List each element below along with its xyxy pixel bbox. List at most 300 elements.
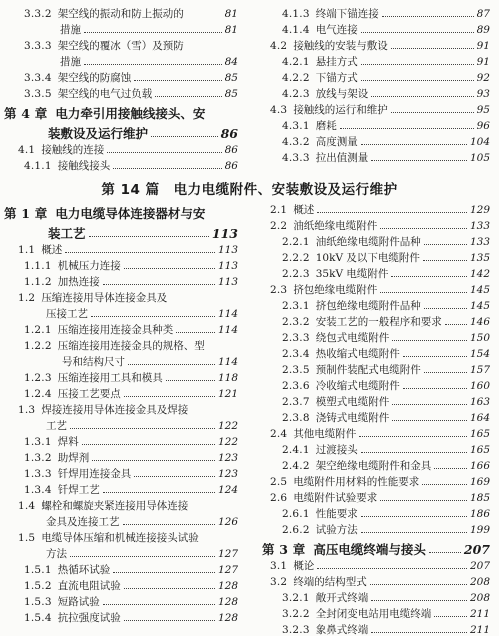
- toc-entry-title: 概述: [293, 204, 315, 216]
- toc-leader-dots: [359, 436, 467, 437]
- toc-entry-title: 装敷设及运行维护: [48, 126, 149, 141]
- toc-page-number: 154: [469, 348, 490, 360]
- toc-entry-title: 接触线的连接: [41, 144, 105, 156]
- toc-entry-title: 下锚方式: [315, 72, 358, 84]
- toc-leader-dots: [434, 468, 467, 469]
- toc-page-number: 87: [476, 8, 490, 20]
- toc-leader-dots: [371, 96, 473, 97]
- toc-entry-title: 措施: [60, 24, 81, 36]
- toc-entry: [0, 36, 238, 52]
- toc-leader-dots: [361, 144, 467, 145]
- toc-page-number: 123: [217, 452, 238, 464]
- toc-leader-dots: [392, 340, 467, 341]
- toc-leader-dots: [82, 444, 215, 445]
- toc-leader-dots: [124, 396, 215, 397]
- toc-entry-title: 压缩连接用工具和模具: [57, 372, 163, 384]
- toc-leader-dots: [84, 32, 222, 33]
- toc-entry: [0, 464, 238, 480]
- toc-leader-dots: [176, 332, 215, 333]
- toc-entry-title: 绕包式电缆附件: [315, 332, 390, 344]
- toc-chapter-entry: [0, 220, 238, 240]
- toc-leader-dots: [124, 588, 215, 589]
- toc-entry-number: 3.3.5: [24, 88, 52, 100]
- toc-entry-number: 1.1: [18, 244, 36, 256]
- toc-page-number: 92: [476, 72, 490, 84]
- toc-leader-dots: [371, 160, 467, 161]
- toc-entry-number: 1.3.4: [24, 484, 52, 496]
- toc-entry-number: 1.1.2: [24, 276, 52, 288]
- toc-entry-number: 2.2.1: [282, 236, 310, 248]
- toc-page-number: 89: [476, 24, 490, 36]
- toc-entry-title: 电缆附件用材料的性能要求: [293, 476, 420, 488]
- toc-entry: [258, 200, 490, 216]
- toc-page-number: 185: [469, 492, 490, 504]
- toc-leader-dots: [155, 96, 221, 97]
- toc-leader-dots: [91, 316, 215, 317]
- toc-entry-title: 概述: [41, 244, 63, 256]
- toc-entry-title: 直流电阻试验: [57, 580, 121, 592]
- toc-entry-title: 钎焊用连接金具: [57, 468, 132, 480]
- toc-page-number: 86: [224, 144, 238, 156]
- toc-entry-number: 1.5.2: [24, 580, 52, 592]
- toc-entry-title: 高度测量: [315, 136, 358, 148]
- toc-entry: [0, 288, 238, 304]
- toc-entry-title: 油纸绝缘电缆附件: [293, 220, 378, 232]
- toc-leader-dots: [361, 532, 467, 533]
- toc-page-number: 145: [469, 284, 490, 296]
- toc-entry: [0, 416, 238, 432]
- toc-leader-dots: [445, 324, 467, 325]
- toc-entry-number: 4.1: [18, 144, 36, 156]
- toc-page-number: 114: [217, 356, 238, 368]
- toc-entry: [258, 100, 490, 116]
- toc-entry-number: 4.3: [270, 104, 288, 116]
- toc-leader-dots: [70, 428, 215, 429]
- toc-leader-dots: [113, 572, 215, 573]
- toc-entry-title: 螺栓和螺旋夹紧连接用导体连接: [41, 500, 189, 512]
- toc-entry-title: 加热连接: [57, 276, 100, 288]
- toc-entry-number: 2.3.4: [282, 348, 310, 360]
- toc-entry-title: 10kV 及以下电缆附件: [315, 252, 420, 264]
- toc-entry: [258, 68, 490, 84]
- toc-leader-dots: [424, 244, 467, 245]
- toc-leader-dots: [103, 604, 215, 605]
- toc-entry-title: 架空线的振动和防上振动的: [57, 8, 184, 20]
- toc-entry: [258, 132, 490, 148]
- toc-entry-title: 热收缩式电缆附件: [315, 348, 400, 360]
- toc-entry-number: 1.2.4: [24, 388, 52, 400]
- toc-entry-number: 3.2.1: [282, 592, 310, 604]
- toc-entry-number: 第 3 章: [262, 542, 306, 557]
- toc-entry: [0, 544, 238, 560]
- toc-leader-dots: [361, 80, 474, 81]
- toc-entry-title: 机械压力连接: [57, 260, 121, 272]
- toc-entry-number: 1.2.2: [24, 340, 52, 352]
- toc-page-number: 150: [469, 332, 490, 344]
- toc-entry-number: 2.3.5: [282, 364, 310, 376]
- toc-entry-number: 3.3.2: [24, 8, 52, 20]
- toc-leader-dots: [123, 524, 215, 525]
- toc-entry: [258, 588, 490, 604]
- toc-entry-title: 接触线的安装与敷设: [293, 40, 388, 52]
- toc-entry-title: 接触线的运行和维护: [293, 104, 388, 116]
- toc-entry: [258, 556, 490, 572]
- toc-entry: [258, 52, 490, 68]
- toc-page-number: 208: [469, 592, 490, 604]
- toc-entry-number: 2.6: [270, 492, 288, 504]
- toc-entry: [0, 84, 238, 100]
- toc-page-number: 211: [469, 624, 490, 636]
- toc-leader-dots: [70, 556, 215, 557]
- toc-entry-number: 1.2.1: [24, 324, 52, 336]
- toc-leader-dots: [380, 500, 467, 501]
- toc-entry-number: 2.6.2: [282, 524, 310, 536]
- toc-entry-title: 悬挂方式: [315, 56, 358, 68]
- toc-leader-dots: [134, 476, 215, 477]
- toc-entry-number: 2.4.2: [282, 460, 310, 472]
- toc-entry: [258, 408, 490, 424]
- toc-entry: [258, 4, 490, 20]
- toc-entry-title: 放线与架设: [315, 88, 369, 100]
- toc-entry: [258, 248, 490, 264]
- toc-entry: [258, 440, 490, 456]
- toc-entry-title: 性能要求: [315, 508, 358, 520]
- toc-leader-dots: [361, 516, 467, 517]
- toc-page-number: 166: [469, 460, 490, 472]
- toc-page-number: 129: [469, 204, 490, 216]
- toc-entry-title: 磨耗: [315, 120, 337, 132]
- toc-entry: [258, 116, 490, 132]
- toc-entry-title: 全封闭变电站用电缆终端: [315, 608, 432, 620]
- toc-page-number: 81: [224, 24, 238, 36]
- toc-page-number: 121: [217, 388, 238, 400]
- toc-entry-title: 架空线的电气过负载: [57, 88, 153, 100]
- toc-leader-dots: [65, 252, 215, 253]
- toc-page-number: 81: [224, 8, 238, 20]
- toc-entry: [0, 336, 238, 352]
- toc-entry: [0, 592, 238, 608]
- toc-entry: [258, 216, 490, 232]
- toc-page-number: 93: [476, 88, 490, 100]
- toc-page-number: 86: [220, 126, 238, 141]
- toc-leader-dots: [403, 356, 467, 357]
- toc-entry-title: 油纸绝缘电缆附件品种: [315, 236, 421, 248]
- toc-entry-title: 压接工艺要点: [57, 388, 121, 400]
- toc-leader-dots: [392, 404, 467, 405]
- toc-page-number: 133: [469, 220, 490, 232]
- toc-entry: [0, 480, 238, 496]
- toc-entry: [258, 392, 490, 408]
- toc-entry: [0, 52, 238, 68]
- toc-entry-number: 2.3.1: [282, 300, 310, 312]
- toc-entry: [0, 576, 238, 592]
- toc-page-number: 186: [469, 508, 490, 520]
- toc-entry: [258, 504, 490, 520]
- toc-page-number: 142: [469, 268, 490, 280]
- toc-entry-title: 架空线的覆冰（雪）及预防: [57, 40, 184, 52]
- toc-entry-number: 3.2: [270, 576, 288, 588]
- toc-entry: [258, 20, 490, 36]
- toc-page-number: 165: [469, 428, 490, 440]
- toc-page-number: 85: [224, 72, 238, 84]
- toc-chapter-entry: [0, 200, 238, 220]
- toc-entry-number: 2.3.2: [282, 316, 310, 328]
- toc-entry: [258, 36, 490, 52]
- toc-entry-number: 1.3: [18, 404, 36, 416]
- toc-entry-title: 措施: [60, 56, 81, 68]
- toc-entry-title: 其他电缆附件: [293, 428, 357, 440]
- toc-entry-number: 4.3.2: [282, 136, 310, 148]
- toc-entry: [258, 376, 490, 392]
- toc-leader-dots: [371, 632, 467, 633]
- toc-entry-number: 2.4: [270, 428, 288, 440]
- toc-entry: [0, 140, 238, 156]
- toc-entry-number: 4.1.1: [24, 160, 52, 172]
- toc-entry: [258, 456, 490, 472]
- toc-entry: [258, 312, 490, 328]
- toc-entry-number: 1.3.2: [24, 452, 52, 464]
- toc-entry-title: 金具及连接工艺: [46, 516, 120, 528]
- toc-entry: [0, 156, 238, 172]
- toc-leader-dots: [89, 236, 209, 237]
- toc-page-number: 91: [476, 56, 490, 68]
- toc-page-number: 126: [217, 516, 238, 528]
- toc-entry-title: 过渡接头: [315, 444, 358, 456]
- toc-entry-number: 1.3.3: [24, 468, 52, 480]
- toc-entry: [0, 256, 238, 272]
- toc-leader-dots: [371, 600, 467, 601]
- toc-page-number: 86: [224, 160, 238, 172]
- toc-entry-title: 压接工艺: [46, 308, 88, 320]
- toc-leader-dots: [380, 292, 467, 293]
- toc-entry-number: 4.2.3: [282, 88, 310, 100]
- toc-entry-number: 2.2.3: [282, 268, 310, 280]
- toc-entry-title: 挤包绝缘电缆附件品种: [315, 300, 421, 312]
- toc-entry: [258, 280, 490, 296]
- toc-entry-number: 2.2: [270, 220, 288, 232]
- toc-page-number: 157: [469, 364, 490, 376]
- toc-entry-title: 钎焊工艺: [57, 484, 100, 496]
- toc-page-number: 123: [217, 468, 238, 480]
- toc-leader-dots: [403, 388, 467, 389]
- toc-page-number: 127: [217, 564, 238, 576]
- toc-page-number: 128: [217, 596, 238, 608]
- toc-entry-title: 压缩连接用导体连接金具及: [41, 292, 168, 304]
- toc-entry-title: 热循环试验: [57, 564, 111, 576]
- toc-entry-title: 电力牵引用接触线接头、安: [55, 106, 206, 121]
- toc-entry-number: 3.1: [270, 560, 288, 572]
- toc-column-bottom-left: [0, 200, 238, 624]
- toc-entry: [258, 472, 490, 488]
- toc-entry: [0, 68, 238, 84]
- toc-entry-title: 预制件装配式电缆附件: [315, 364, 421, 376]
- toc-entry: [258, 520, 490, 536]
- toc-entry-number: 1.5: [18, 532, 36, 544]
- toc-page-number: 211: [469, 608, 490, 620]
- toc-entry: [258, 328, 490, 344]
- toc-page-number: 84: [224, 56, 238, 68]
- toc-leader-dots: [380, 228, 467, 229]
- toc-leader-dots: [107, 152, 221, 153]
- toc-entry: [0, 432, 238, 448]
- toc-entry-number: 2.3.3: [282, 332, 310, 344]
- toc-entry-number: 4.1.3: [282, 8, 310, 20]
- toc-page-number: 124: [217, 484, 238, 496]
- toc-entry-title: 冷收缩式电缆附件: [315, 380, 400, 392]
- toc-entry: [0, 496, 238, 512]
- toc-entry: [258, 424, 490, 440]
- toc-entry: [258, 488, 490, 504]
- toc-leader-dots: [340, 128, 474, 129]
- toc-entry-number: 2.1: [270, 204, 288, 216]
- toc-entry: [0, 528, 238, 544]
- toc-entry-title: 方法: [46, 548, 67, 560]
- toc-entry-title: 电气连接: [315, 24, 358, 36]
- toc-entry-number: 1.1.1: [24, 260, 52, 272]
- toc-entry-number: 2.2.2: [282, 252, 310, 264]
- toc-entry-number: 2.6.1: [282, 508, 310, 520]
- toc-entry-number: 1.4: [18, 500, 36, 512]
- toc-page-number: 199: [469, 524, 490, 536]
- toc-page-number: 96: [476, 120, 490, 132]
- toc-entry: [258, 84, 490, 100]
- toc-page-number: 208: [469, 576, 490, 588]
- toc-page-number: 91: [476, 40, 490, 52]
- toc-page-number: 135: [469, 252, 490, 264]
- toc-entry-number: 2.3: [270, 284, 288, 296]
- toc-entry-number: 4.2: [270, 40, 288, 52]
- toc-leader-dots: [422, 484, 467, 485]
- toc-entry-number: 2.3.6: [282, 380, 310, 392]
- toc-column-top-right: [258, 4, 490, 164]
- toc-leader-dots: [124, 268, 215, 269]
- toc-entry-title: 高压电缆终端与接头: [313, 542, 426, 557]
- toc-page-number: 114: [217, 308, 238, 320]
- toc-entry: [0, 304, 238, 320]
- toc-entry: [0, 368, 238, 384]
- toc-entry: [258, 620, 490, 636]
- toc-leader-dots: [424, 372, 467, 373]
- toc-entry-number: 3.2.3: [282, 624, 310, 636]
- toc-page-number: 207: [469, 560, 490, 572]
- toc-page-number: 114: [217, 324, 238, 336]
- toc-page-number: 169: [469, 476, 490, 488]
- toc-entry-title: 压缩连接用连接金具的规格、型: [57, 340, 205, 352]
- toc-entry-number: 第 1 章: [4, 206, 48, 221]
- toc-entry: [0, 20, 238, 36]
- toc-entry-title: 架空线的防腐蚀: [57, 72, 132, 84]
- toc-entry-title: 接触线接头: [57, 160, 111, 172]
- toc-page-number: 104: [469, 136, 490, 148]
- toc-entry-title: 试验方法: [315, 524, 358, 536]
- toc-entry: [258, 360, 490, 376]
- toc-entry-number: 3.2.2: [282, 608, 310, 620]
- toc-entry-title: 终端下锚连接: [315, 8, 379, 20]
- toc-leader-dots: [124, 620, 215, 621]
- toc-entry: [258, 264, 490, 280]
- toc-entry-number: 1.5.4: [24, 612, 52, 624]
- toc-column-top-left: [0, 4, 238, 172]
- toc-leader-dots: [391, 48, 474, 49]
- toc-entry-title: 电缆附件试验要求: [293, 492, 378, 504]
- toc-leader-dots: [84, 64, 222, 65]
- toc-leader-dots: [361, 452, 467, 453]
- toc-page-number: 145: [469, 300, 490, 312]
- toc-entry-number: 1.3.1: [24, 436, 52, 448]
- toc-entry-title: 35kV 电缆附件: [315, 268, 389, 280]
- toc-entry-title: 电缆导体压缩和机械连接接头试验: [41, 532, 199, 544]
- toc-chapter-entry: [0, 100, 238, 120]
- toc-leader-dots: [370, 584, 467, 585]
- toc-leader-dots: [113, 168, 221, 169]
- toc-leader-dots: [103, 492, 215, 493]
- toc-entry: [258, 232, 490, 248]
- toc-leader-dots: [429, 552, 461, 553]
- toc-entry-number: 4.1.4: [282, 24, 310, 36]
- toc-entry: [258, 572, 490, 588]
- toc-entry-title: 象鼻式终端: [315, 624, 369, 636]
- toc-entry-title: 助焊剂: [57, 452, 90, 464]
- toc-leader-dots: [128, 364, 215, 365]
- toc-entry: [0, 400, 238, 416]
- toc-entry-number: 2.4.1: [282, 444, 310, 456]
- toc-page-number: 163: [469, 396, 490, 408]
- toc-entry-number: 4.2.2: [282, 72, 310, 84]
- toc-leader-dots: [317, 568, 467, 569]
- toc-entry: [0, 240, 238, 256]
- toc-entry-title: 架空绝缘电缆附件和金具: [315, 460, 432, 472]
- toc-entry-title: 装工艺: [48, 226, 86, 241]
- toc-entry-title: 压缩连接用连接金具种类: [57, 324, 174, 336]
- toc-entry-title: 敞开式终端: [315, 592, 369, 604]
- toc-page-number: 164: [469, 412, 490, 424]
- toc-page-number: 128: [217, 612, 238, 624]
- toc-entry: [0, 320, 238, 336]
- toc-page-number: 122: [217, 420, 238, 432]
- toc-entry-title: 浇铸式电缆附件: [315, 412, 390, 424]
- toc-entry: [0, 4, 238, 20]
- toc-entry: [258, 344, 490, 360]
- part-heading: 第 14 篇 电力电缆附件、安装敷设及运行维护: [101, 182, 398, 198]
- toc-page-number: 113: [217, 244, 238, 256]
- toc-entry: [0, 448, 238, 464]
- toc-entry: [0, 352, 238, 368]
- toc-page-number: 118: [217, 372, 238, 384]
- toc-entry-title: 安装工艺的一般程序和要求: [315, 316, 442, 328]
- toc-entry-number: 1.2.3: [24, 372, 52, 384]
- toc-entry-number: 2.3.8: [282, 412, 310, 424]
- toc-page-number: 128: [217, 580, 238, 592]
- toc-leader-dots: [391, 112, 474, 113]
- toc-entry: [0, 512, 238, 528]
- toc-entry-title: 模塑式电缆附件: [315, 396, 390, 408]
- toc-entry: [0, 560, 238, 576]
- toc-entry-title: 号和结构尺寸: [62, 356, 125, 368]
- toc-leader-dots: [151, 136, 218, 137]
- toc-page-number: 113: [217, 260, 238, 272]
- toc-page-number: 160: [469, 380, 490, 392]
- toc-entry-number: 3.3.4: [24, 72, 52, 84]
- toc-page-number: 85: [224, 88, 238, 100]
- toc-leader-dots: [361, 32, 474, 33]
- toc-entry-number: 4.2.1: [282, 56, 310, 68]
- toc-page-number: 207: [463, 542, 490, 557]
- toc-leader-dots: [166, 380, 215, 381]
- toc-entry-number: 1.5.1: [24, 564, 52, 576]
- toc-entry: [0, 384, 238, 400]
- toc-page-number: 95: [476, 104, 490, 116]
- toc-page-number: 133: [469, 236, 490, 248]
